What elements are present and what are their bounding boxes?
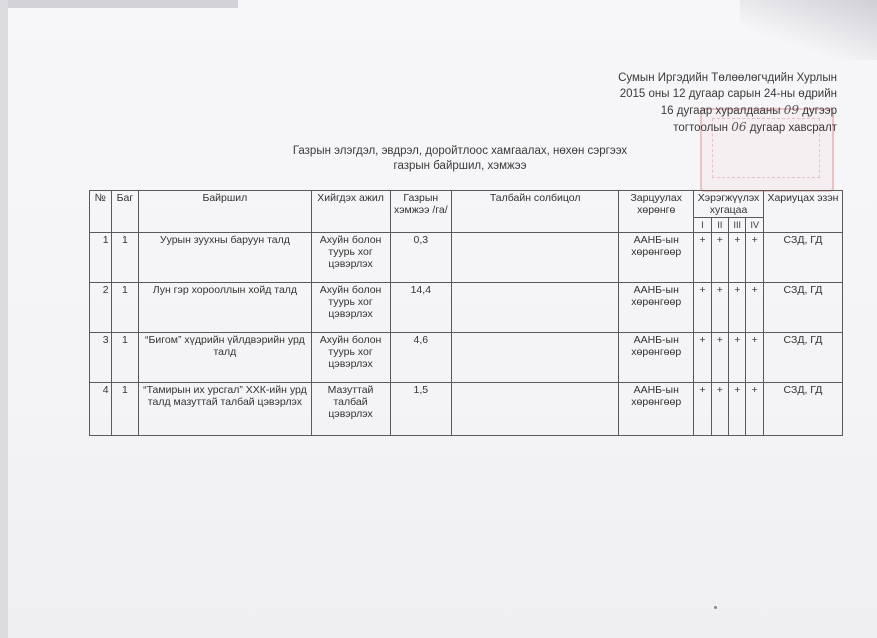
header-line-3-after: дугээр bbox=[802, 105, 837, 117]
document-header bbox=[618, 70, 837, 136]
cell-quarter-4: + bbox=[746, 333, 763, 383]
table-row bbox=[90, 383, 843, 436]
cell-work: Ахуйн болон туурь хог цэвэрлэх bbox=[311, 283, 390, 333]
header-line-2: 2015 оны 12 дугаар сарын 24-ны өдрийн bbox=[619, 88, 837, 100]
header-line-3-before: 16 дугаар хуралдааны bbox=[660, 105, 781, 117]
cell-coordinates bbox=[452, 383, 619, 436]
cell-bag: 1 bbox=[111, 233, 139, 283]
cell-responsible: СЗД, ГД bbox=[763, 283, 842, 333]
header-quarter-3: III bbox=[729, 218, 746, 233]
cell-number: 2 bbox=[90, 283, 112, 333]
header-bag: Баг bbox=[111, 191, 139, 233]
data-table bbox=[89, 190, 843, 436]
scan-folded-corner bbox=[740, 0, 877, 60]
table-row bbox=[90, 283, 843, 333]
table-row bbox=[90, 233, 843, 283]
cell-location: “Тамирын их урсгал” ХХК-ийн урд талд мазуттай талбай цэвэрлэх bbox=[139, 383, 311, 436]
header-funding: Зарцуулах хөрөнгө bbox=[619, 191, 694, 233]
header-work: Хийгдэх ажил bbox=[311, 191, 390, 233]
cell-coordinates bbox=[452, 333, 619, 383]
document-title bbox=[200, 144, 720, 174]
cell-quarter-4: + bbox=[746, 383, 763, 436]
cell-quarter-2: + bbox=[711, 383, 728, 436]
cell-funding: ААНБ-ын хөрөнгөөр bbox=[619, 233, 694, 283]
cell-quarter-1: + bbox=[694, 383, 711, 436]
cell-quarter-3: + bbox=[729, 283, 746, 333]
table-row bbox=[90, 333, 843, 383]
header-line-4-before: тогтоолын bbox=[673, 122, 728, 134]
cell-funding: ААНБ-ын хөрөнгөөр bbox=[619, 283, 694, 333]
cell-location: “Бигом” хүдрийн үйлдвэрийн урд талд bbox=[139, 333, 311, 383]
handwritten-number-2: 06 bbox=[731, 120, 747, 134]
scan-top-shadow bbox=[8, 0, 238, 8]
cell-area: 0,3 bbox=[390, 233, 452, 283]
cell-quarter-2: + bbox=[711, 283, 728, 333]
header-period: Хэрэгжүүлэх хугацаа bbox=[694, 191, 764, 218]
cell-funding: ААНБ-ын хөрөнгөөр bbox=[619, 333, 694, 383]
handwritten-number-1: 09 bbox=[783, 103, 799, 117]
cell-quarter-2: + bbox=[711, 233, 728, 283]
cell-quarter-4: + bbox=[746, 233, 763, 283]
cell-quarter-1: + bbox=[694, 233, 711, 283]
cell-responsible: СЗД, ГД bbox=[763, 333, 842, 383]
cell-quarter-3: + bbox=[729, 333, 746, 383]
cell-quarter-4: + bbox=[746, 283, 763, 333]
cell-quarter-1: + bbox=[694, 333, 711, 383]
header-quarter-2: II bbox=[711, 218, 728, 233]
cell-quarter-1: + bbox=[694, 283, 711, 333]
cell-area: 1,5 bbox=[390, 383, 452, 436]
header-line-4-after: дугаар хавсралт bbox=[749, 122, 837, 134]
cell-responsible: СЗД, ГД bbox=[763, 233, 842, 283]
header-line-1: Сумын Иргэдийн Төлөөлөгчдийн Хурлын bbox=[618, 72, 837, 84]
header-area: Газрын хэмжээ /га/ bbox=[390, 191, 452, 233]
cell-number: 4 bbox=[90, 383, 112, 436]
cell-coordinates bbox=[452, 283, 619, 333]
cell-location: Лун гэр хорооллын хойд талд bbox=[139, 283, 311, 333]
cell-number: 1 bbox=[90, 233, 112, 283]
cell-quarter-3: + bbox=[729, 233, 746, 283]
cell-coordinates bbox=[452, 233, 619, 283]
header-quarter-4: IV bbox=[746, 218, 763, 233]
cell-bag: 1 bbox=[111, 383, 139, 436]
cell-funding: ААНБ-ын хөрөнгөөр bbox=[619, 383, 694, 436]
cell-bag: 1 bbox=[111, 283, 139, 333]
cell-work: Ахуйн болон туурь хог цэвэрлэх bbox=[311, 333, 390, 383]
cell-work: Мазуттай талбай цэвэрлэх bbox=[311, 383, 390, 436]
header-location: Байршил bbox=[139, 191, 311, 233]
cell-work: Ахуйн болон туурь хог цэвэрлэх bbox=[311, 233, 390, 283]
title-line-1: Газрын элэгдэл, эвдрэл, доройтлоос хамгаалах, нөхөн сэргээх bbox=[292, 145, 628, 157]
header-responsible: Хариуцах эзэн bbox=[763, 191, 842, 233]
cell-location: Уурын зуухны баруун талд bbox=[139, 233, 311, 283]
cell-number: 3 bbox=[90, 333, 112, 383]
header-line-3 bbox=[618, 102, 837, 119]
cell-area: 14,4 bbox=[390, 283, 452, 333]
header-coordinates: Талбайн солбицол bbox=[452, 191, 619, 233]
header-line-4 bbox=[618, 119, 837, 136]
header-quarter-1: I bbox=[694, 218, 711, 233]
cell-area: 4,6 bbox=[390, 333, 452, 383]
scan-left-edge bbox=[0, 0, 8, 638]
title-line-2: газрын байршил, хэмжээ bbox=[393, 160, 527, 172]
header-number: № bbox=[90, 191, 112, 233]
scan-speck bbox=[714, 606, 717, 609]
cell-bag: 1 bbox=[111, 333, 139, 383]
cell-quarter-3: + bbox=[729, 383, 746, 436]
cell-responsible: СЗД, ГД bbox=[763, 383, 842, 436]
cell-quarter-2: + bbox=[711, 333, 728, 383]
